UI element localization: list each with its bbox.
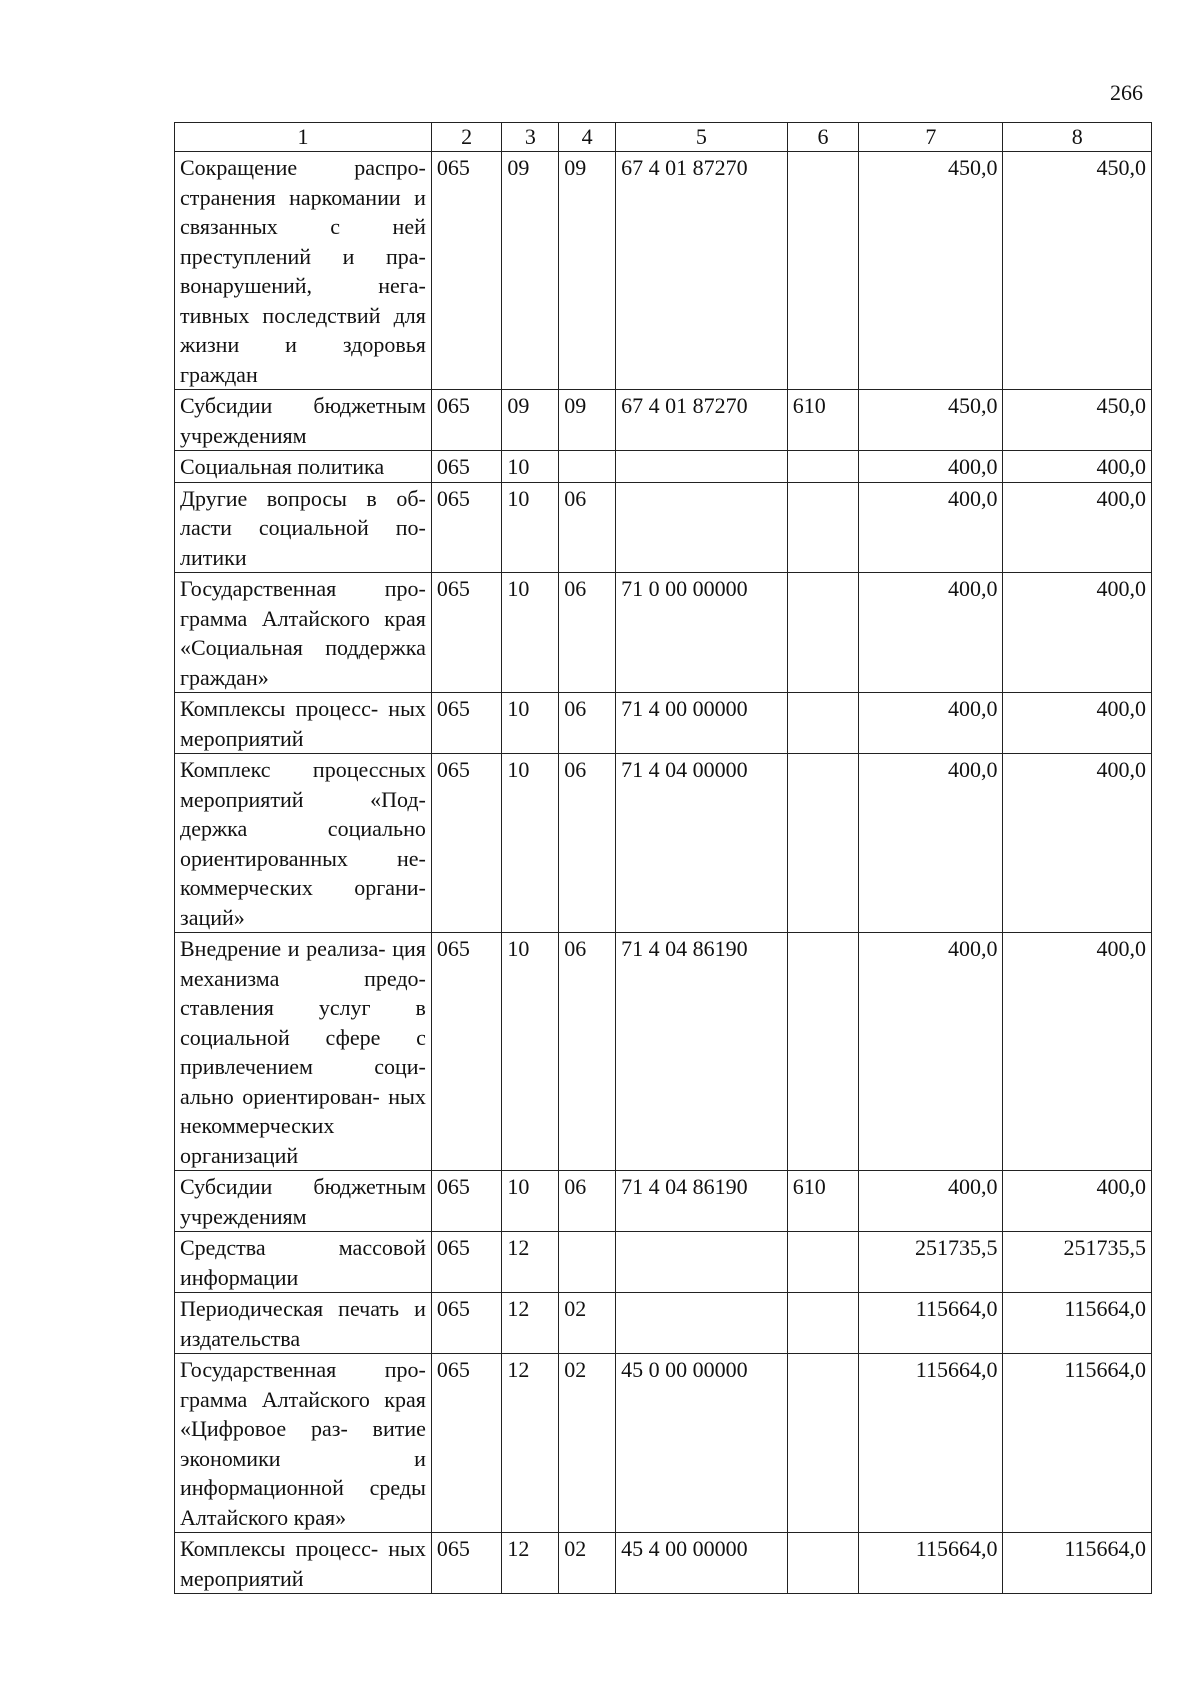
row-section-cell: 10 <box>502 754 559 933</box>
row-expense-type-cell <box>787 754 859 933</box>
page-number: 266 <box>1110 80 1143 105</box>
row-grbs-cell: 065 <box>431 1354 502 1533</box>
row-grbs-cell: 065 <box>431 482 502 573</box>
row-subsection-cell: 06 <box>559 754 616 933</box>
row-grbs-cell: 065 <box>431 754 502 933</box>
row-amount-2-cell: 400,0 <box>1003 451 1152 483</box>
row-name-cell: Комплексы процесс- ных мероприятий <box>175 1533 432 1594</box>
row-grbs-cell: 065 <box>431 1293 502 1354</box>
row-subsection-cell <box>559 451 616 483</box>
row-name-cell: Другие вопросы в об- ласти социальной по- литики <box>175 482 432 573</box>
table-row <box>175 573 1152 693</box>
row-amount-2-cell: 400,0 <box>1003 933 1152 1171</box>
row-expense-type-cell <box>787 1293 859 1354</box>
row-grbs-cell: 065 <box>431 152 502 390</box>
row-amount-2-cell: 450,0 <box>1003 152 1152 390</box>
row-section-cell: 12 <box>502 1293 559 1354</box>
table-row <box>175 152 1152 390</box>
row-subsection-cell <box>559 1232 616 1293</box>
row-amount-2-cell: 450,0 <box>1003 390 1152 451</box>
row-subsection-cell: 06 <box>559 933 616 1171</box>
row-expense-type-cell <box>787 933 859 1171</box>
row-amount-2-cell: 400,0 <box>1003 1171 1152 1232</box>
row-amount-2-cell: 400,0 <box>1003 482 1152 573</box>
row-name-cell: Социальная политика <box>175 451 432 483</box>
row-target-article-cell: 71 0 00 00000 <box>616 573 788 693</box>
row-target-article-cell: 45 4 00 00000 <box>616 1533 788 1594</box>
header-row <box>175 123 1152 152</box>
row-name-cell: Комплекс процессных мероприятий «Под- держка социально ориентированных не- коммерческих органи- заций» <box>175 754 432 933</box>
column-header: 5 <box>616 123 788 152</box>
column-header: 8 <box>1003 123 1152 152</box>
table-row <box>175 390 1152 451</box>
table-row <box>175 754 1152 933</box>
row-grbs-cell: 065 <box>431 451 502 483</box>
row-name-cell: Субсидии бюджетным учреждениям <box>175 1171 432 1232</box>
row-amount-1-cell: 400,0 <box>859 693 1003 754</box>
row-section-cell: 12 <box>502 1533 559 1594</box>
row-subsection-cell: 06 <box>559 1171 616 1232</box>
row-subsection-cell: 02 <box>559 1533 616 1594</box>
row-amount-1-cell: 400,0 <box>859 482 1003 573</box>
row-subsection-cell: 02 <box>559 1354 616 1533</box>
row-amount-1-cell: 400,0 <box>859 451 1003 483</box>
row-expense-type-cell <box>787 1533 859 1594</box>
row-grbs-cell: 065 <box>431 1533 502 1594</box>
row-expense-type-cell <box>787 451 859 483</box>
table-row <box>175 482 1152 573</box>
row-target-article-cell: 71 4 04 86190 <box>616 1171 788 1232</box>
row-section-cell: 10 <box>502 482 559 573</box>
row-name-cell: Субсидии бюджетным учреждениям <box>175 390 432 451</box>
table-row <box>175 1293 1152 1354</box>
row-amount-1-cell: 400,0 <box>859 573 1003 693</box>
column-header: 4 <box>559 123 616 152</box>
column-header: 2 <box>431 123 502 152</box>
row-name-cell: Сокращение распро- странения наркомании и связанных с ней преступлений и пра- вонарушений, нега- тивных последствий для жизни и здоровья граждан <box>175 152 432 390</box>
row-expense-type-cell: 610 <box>787 1171 859 1232</box>
column-header: 6 <box>787 123 859 152</box>
row-amount-1-cell: 450,0 <box>859 152 1003 390</box>
row-expense-type-cell <box>787 482 859 573</box>
row-name-cell: Средства массовой информации <box>175 1232 432 1293</box>
table-row <box>175 693 1152 754</box>
row-target-article-cell: 71 4 04 86190 <box>616 933 788 1171</box>
row-target-article-cell: 67 4 01 87270 <box>616 390 788 451</box>
column-header: 1 <box>175 123 432 152</box>
row-grbs-cell: 065 <box>431 573 502 693</box>
budget-table <box>174 122 1152 1594</box>
table-row <box>175 1354 1152 1533</box>
row-amount-1-cell: 115664,0 <box>859 1533 1003 1594</box>
row-amount-1-cell: 400,0 <box>859 1171 1003 1232</box>
row-grbs-cell: 065 <box>431 1171 502 1232</box>
row-target-article-cell <box>616 451 788 483</box>
table-row <box>175 1232 1152 1293</box>
row-section-cell: 10 <box>502 573 559 693</box>
row-name-cell: Комплексы процесс- ных мероприятий <box>175 693 432 754</box>
table-row <box>175 1171 1152 1232</box>
row-amount-2-cell: 400,0 <box>1003 754 1152 933</box>
row-subsection-cell: 06 <box>559 693 616 754</box>
row-amount-2-cell: 115664,0 <box>1003 1354 1152 1533</box>
row-expense-type-cell <box>787 152 859 390</box>
row-subsection-cell: 09 <box>559 152 616 390</box>
row-grbs-cell: 065 <box>431 693 502 754</box>
row-section-cell: 10 <box>502 1171 559 1232</box>
table-row <box>175 451 1152 483</box>
row-amount-1-cell: 115664,0 <box>859 1293 1003 1354</box>
table-row <box>175 1533 1152 1594</box>
row-amount-2-cell: 400,0 <box>1003 693 1152 754</box>
row-name-cell: Государственная про- грамма Алтайского края «Цифровое раз- витие экономики и информационной среды Алтайского края» <box>175 1354 432 1533</box>
row-amount-2-cell: 115664,0 <box>1003 1533 1152 1594</box>
row-subsection-cell: 02 <box>559 1293 616 1354</box>
row-subsection-cell: 06 <box>559 482 616 573</box>
row-subsection-cell: 09 <box>559 390 616 451</box>
row-section-cell: 09 <box>502 152 559 390</box>
row-subsection-cell: 06 <box>559 573 616 693</box>
row-expense-type-cell: 610 <box>787 390 859 451</box>
row-amount-1-cell: 400,0 <box>859 933 1003 1171</box>
row-expense-type-cell <box>787 693 859 754</box>
column-header: 7 <box>859 123 1003 152</box>
row-section-cell: 10 <box>502 693 559 754</box>
row-section-cell: 10 <box>502 451 559 483</box>
row-section-cell: 09 <box>502 390 559 451</box>
row-target-article-cell: 71 4 00 00000 <box>616 693 788 754</box>
row-expense-type-cell <box>787 1232 859 1293</box>
row-section-cell: 10 <box>502 933 559 1171</box>
row-name-cell: Государственная про- грамма Алтайского края «Социальная поддержка граждан» <box>175 573 432 693</box>
row-expense-type-cell <box>787 1354 859 1533</box>
row-section-cell: 12 <box>502 1232 559 1293</box>
row-grbs-cell: 065 <box>431 1232 502 1293</box>
row-target-article-cell <box>616 482 788 573</box>
row-target-article-cell: 45 0 00 00000 <box>616 1354 788 1533</box>
row-target-article-cell: 67 4 01 87270 <box>616 152 788 390</box>
column-header: 3 <box>502 123 559 152</box>
row-expense-type-cell <box>787 573 859 693</box>
row-grbs-cell: 065 <box>431 390 502 451</box>
row-section-cell: 12 <box>502 1354 559 1533</box>
row-amount-2-cell: 251735,5 <box>1003 1232 1152 1293</box>
row-name-cell: Периодическая печать и издательства <box>175 1293 432 1354</box>
row-amount-2-cell: 115664,0 <box>1003 1293 1152 1354</box>
row-target-article-cell: 71 4 04 00000 <box>616 754 788 933</box>
row-target-article-cell <box>616 1293 788 1354</box>
table-row <box>175 933 1152 1171</box>
row-amount-1-cell: 450,0 <box>859 390 1003 451</box>
row-amount-2-cell: 400,0 <box>1003 573 1152 693</box>
row-target-article-cell <box>616 1232 788 1293</box>
row-amount-1-cell: 251735,5 <box>859 1232 1003 1293</box>
row-grbs-cell: 065 <box>431 933 502 1171</box>
row-name-cell: Внедрение и реализа- ция механизма предо- ставления услуг в социальной сфере с привлечением соци- ально ориентирован- ных некоммерческих организаций <box>175 933 432 1171</box>
row-amount-1-cell: 115664,0 <box>859 1354 1003 1533</box>
row-amount-1-cell: 400,0 <box>859 754 1003 933</box>
